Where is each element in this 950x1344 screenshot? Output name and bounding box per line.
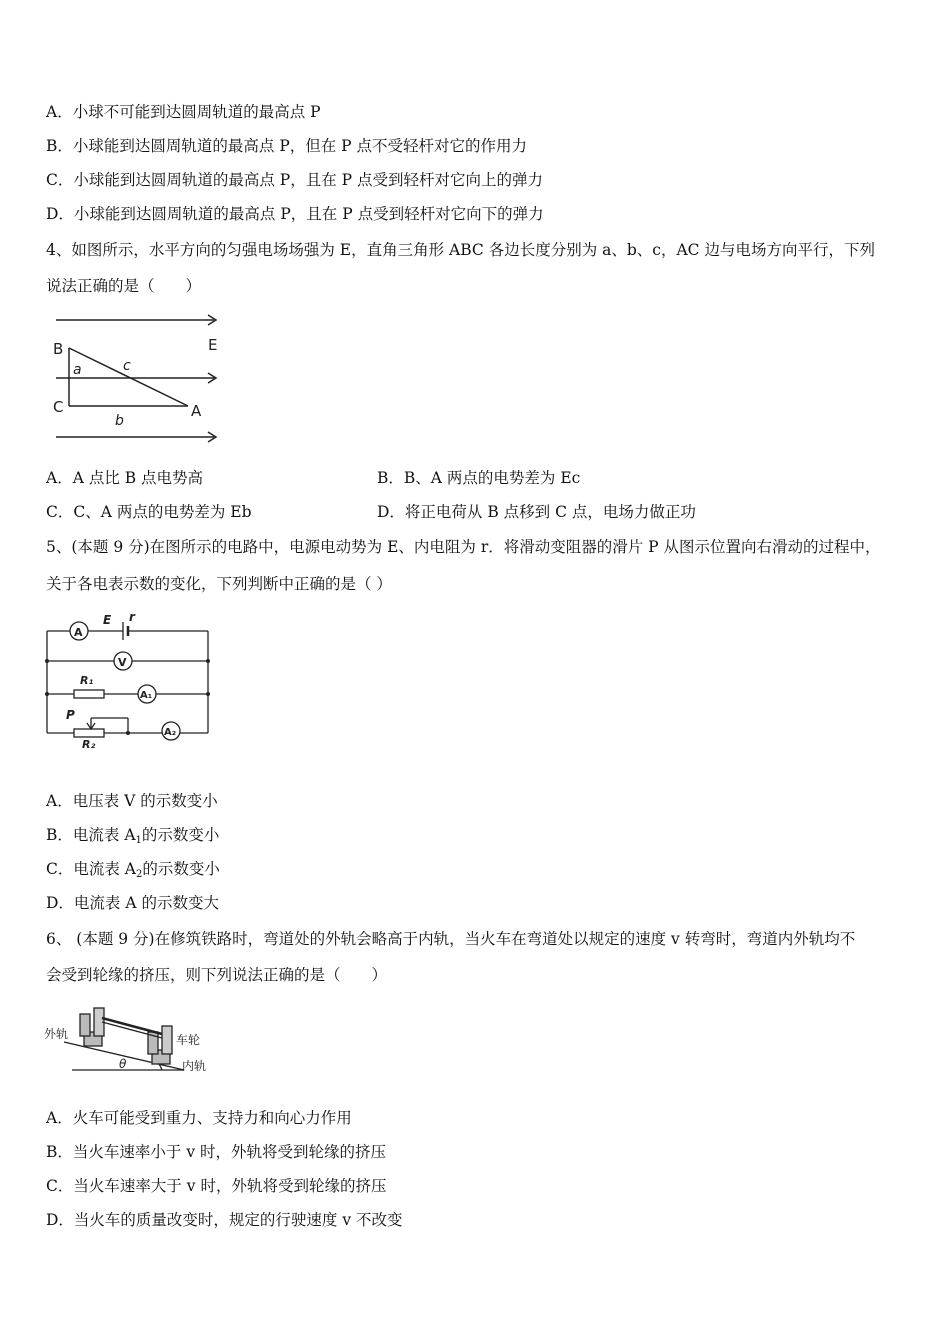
q6-option-b: B．当火车速率小于 v 时，外轨将受到轮缘的挤压 <box>46 1143 387 1161</box>
label-wheel: 车轮 <box>176 1033 201 1047</box>
label-side-b: b <box>115 413 124 429</box>
label-ammeter-a: A <box>74 626 83 639</box>
label-inner-rail: 内轨 <box>182 1059 207 1073</box>
q3-option-b: B．小球能到达圆周轨道的最高点 P，但在 P 点不受轻杆对它的作用力 <box>46 137 528 155</box>
label-c-vertex: C <box>53 398 64 416</box>
q6-stem-line1: 6、 (本题 9 分)在修筑铁路时，弯道处的外轨会略高于内轨，当火车在弯道处以规定的速度 v 转弯时，弯道内外轨均不 <box>46 930 856 948</box>
q6-stem-line2: 会受到轮缘的挤压，则下列说法正确的是（ ） <box>46 966 388 984</box>
label-r2: R₂ <box>82 738 96 751</box>
q5-stem-line2: 关于各电表示数的变化，下列判断中正确的是（ ） <box>46 575 392 593</box>
label-p: P <box>66 708 75 722</box>
q6-option-c: C．当火车速率大于 v 时，外轨将受到轮缘的挤压 <box>46 1177 387 1195</box>
label-r1: R₁ <box>80 674 94 687</box>
label-outer-rail: 外轨 <box>44 1027 69 1041</box>
q4-option-a: A．A 点比 B 点电势高 <box>46 469 204 487</box>
q4-option-b: B．B、A 两点的电势差为 Ec <box>377 469 581 487</box>
label-ammeter-a2: A₂ <box>164 727 177 738</box>
label-side-a: a <box>73 362 82 378</box>
label-emf-e: E <box>103 613 112 627</box>
q5-circuit-figure <box>44 612 214 752</box>
q6-option-a: A．火车可能受到重力、支持力和向心力作用 <box>46 1109 352 1127</box>
q6-curved-track-figure <box>44 998 224 1078</box>
q4-option-d: D．将正电荷从 B 点移到 C 点，电场力做正功 <box>377 503 696 521</box>
q6-option-d: D．当火车的质量改变时，规定的行驶速度 v 不改变 <box>46 1211 403 1229</box>
q3-option-c: C．小球能到达圆周轨道的最高点 P，且在 P 点受到轻杆对它向上的弹力 <box>46 171 544 189</box>
q5-stem-line1: 5、(本题 9 分)在图所示的电路中，电源电动势为 E、内电阻为 r．将滑动变阻器的滑片 P 从图示位置向右滑动的过程中， <box>46 538 881 556</box>
q5-option-b: B．电流表 $A_1$的示数变小 <box>46 826 220 846</box>
label-ammeter-a1: A₁ <box>140 690 153 701</box>
q5-option-a: A．电压表 V 的示数变小 <box>46 792 218 810</box>
q5-option-c: C．电流表 $A_2$的示数变小 <box>46 860 220 880</box>
q3-option-a: A．小球不可能到达圆周轨道的最高点 P <box>46 103 321 121</box>
label-theta: θ <box>119 1057 127 1071</box>
label-b: B <box>53 340 64 358</box>
label-voltmeter-v: V <box>118 656 127 669</box>
label-e: E <box>208 336 218 354</box>
q4-triangle-field-figure <box>50 308 230 450</box>
label-r: r <box>129 612 135 624</box>
q3-option-d: D．小球能到达圆周轨道的最高点 P，且在 P 点受到轻杆对它向下的弹力 <box>46 205 544 223</box>
q4-stem-line2: 说法正确的是（ ） <box>46 277 202 295</box>
q4-option-c: C．C、A 两点的电势差为 Eb <box>46 503 252 521</box>
label-a-vertex: A <box>191 402 202 420</box>
q4-stem-line1: 4、如图所示，水平方向的匀强电场场强为 E，直角三角形 ABC 各边长度分别为 a、b、c，AC 边与电场方向平行，下列 <box>46 241 875 259</box>
label-side-c: c <box>123 358 131 374</box>
q5-option-d: D．电流表 A 的示数变大 <box>46 894 219 912</box>
